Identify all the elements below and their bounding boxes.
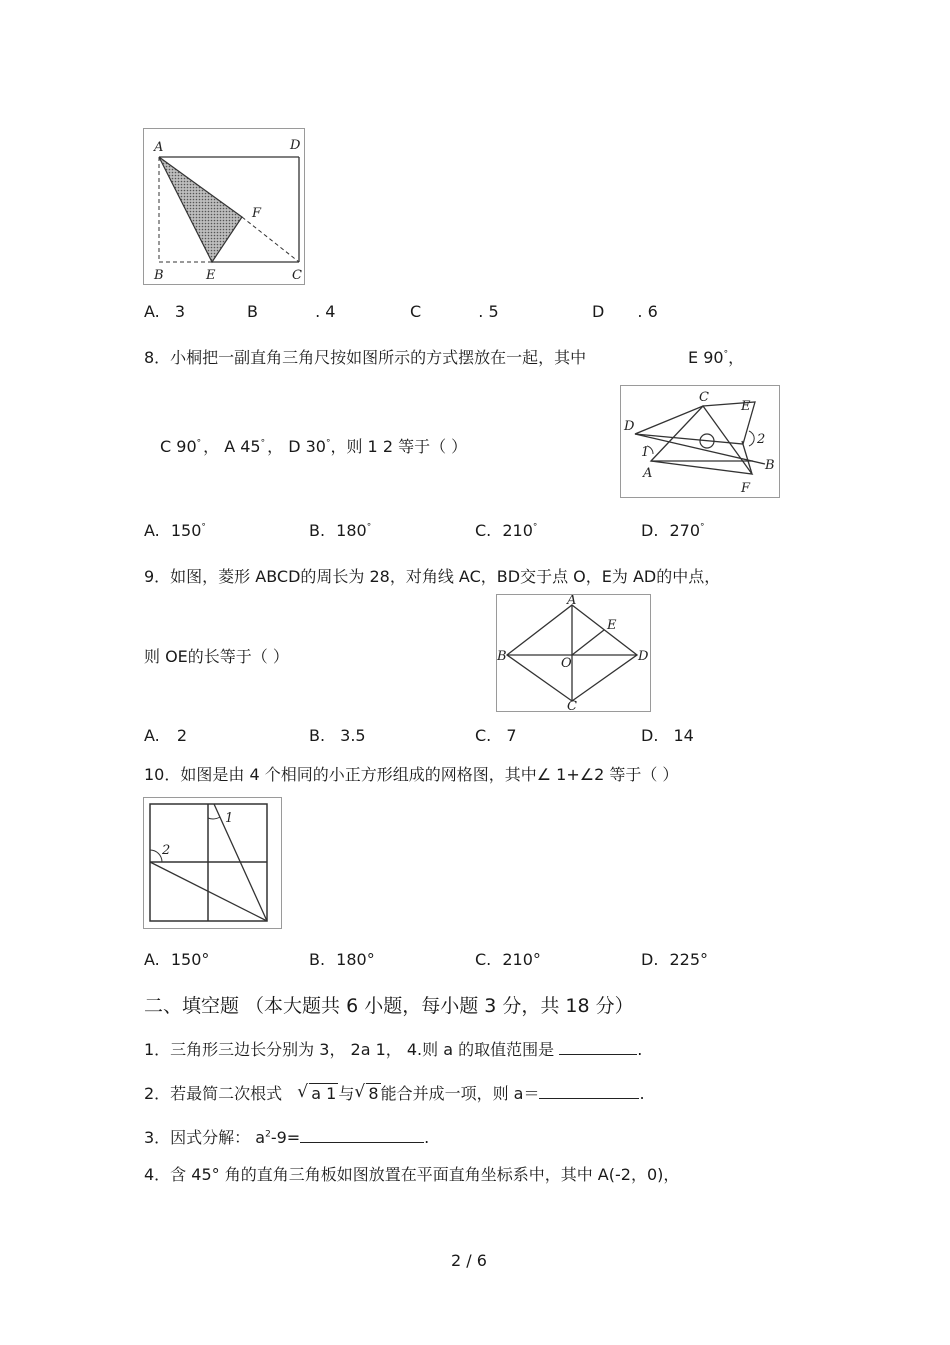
q10-option-b-value: 180° — [336, 950, 375, 969]
q8-angle-c: C 90 — [160, 437, 197, 456]
fill-q2-mid: 与 — [338, 1084, 355, 1103]
q8-option-d: D. 270° — [641, 521, 705, 540]
q9-label-b: B — [497, 649, 507, 664]
q8-line2: C 90° ， A 45° ， D 30°，则 1 2 等于（ ） — [160, 437, 468, 456]
q7-label-a: A — [154, 140, 164, 155]
q10-label-1: 1 — [225, 811, 234, 826]
q7-label-c: C — [292, 268, 302, 283]
q8-label-f: F — [741, 481, 751, 496]
fill-q2-radical-1 — [297, 1084, 338, 1103]
q9-option-c — [475, 726, 517, 745]
q9-line2 — [144, 644, 289, 667]
q9-option-a — [144, 726, 187, 745]
fill-q2-radicand-1: a 1 — [311, 1084, 337, 1103]
fill-q2 — [144, 1081, 645, 1104]
fill-q2-end: . — [639, 1084, 645, 1103]
q9-line2-text: 则 OE的长等于（ ） — [144, 647, 289, 666]
fill-q3 — [144, 1125, 429, 1148]
q7-option-a — [144, 302, 185, 321]
q8-option-a: A. 150° — [144, 521, 206, 540]
q7-option-b — [247, 302, 335, 321]
fill-q1-text: 1．三角形三边长分别为 3， 2a 1， 4.则 a 的取值范围是 — [144, 1040, 555, 1059]
q10-option-b — [309, 950, 375, 969]
q8-label-2: 2 — [757, 432, 766, 447]
fill-q1-blank[interactable] — [559, 1040, 637, 1055]
fill-q1-end: . — [637, 1040, 643, 1059]
q9-option-a-letter: A. — [144, 726, 160, 745]
fill-q2-radicand-2: 8 — [368, 1084, 379, 1103]
q8-option-b-value: 180 — [336, 521, 367, 540]
q9-option-c-letter: C. — [475, 726, 492, 745]
q10-figure — [143, 797, 282, 929]
q7-option-d-letter: D — [592, 302, 605, 321]
q10-option-a — [144, 950, 209, 969]
q7-figure — [143, 128, 305, 285]
fill-q3-pre: 3．因式分解： a — [144, 1128, 266, 1147]
q8-angle-d: ， D 30 — [267, 437, 326, 456]
q7-option-c-letter: C — [410, 302, 422, 321]
q9-label-c: C — [567, 699, 577, 711]
fill-q2-radical-2 — [354, 1084, 380, 1103]
q8-angle-e: E 90 — [688, 348, 724, 367]
fill-q4-text: 4．含 45° 角的直角三角板如图放置在平面直角坐标系中，其中 A(-2，0)， — [144, 1165, 680, 1184]
q8-label-1: 1 — [641, 445, 650, 460]
q8-option-d-letter: D. — [641, 521, 659, 540]
q10-line1 — [144, 762, 678, 785]
q10-option-d-letter: D. — [641, 950, 659, 969]
q10-option-c-letter: C. — [475, 950, 492, 969]
q9-label-e: E — [607, 618, 617, 633]
q9-option-b-value: 3.5 — [340, 726, 366, 745]
q7-option-c-value: . 5 — [478, 302, 499, 321]
q9-line1-text: 9．如图，菱形 ABCD的周长为 28，对角线 AC，BD交于点 O，E为 AD的中点， — [144, 567, 721, 586]
q9-option-d-letter: D. — [641, 726, 659, 745]
q8-line1-tail: E 90°， — [688, 348, 745, 367]
q9-figure — [496, 594, 651, 712]
q7-label-b: B — [154, 268, 164, 283]
q8-label-b: B — [765, 458, 775, 473]
fill-q2-pre: 2．若最简二次根式 — [144, 1084, 283, 1103]
page-number — [451, 1251, 487, 1270]
q8-angle-a: ， A 45 — [203, 437, 261, 456]
q8-line1-text: 8．小桐把一副直角三角尺按如图所示的方式摆放在一起，其中 — [144, 348, 587, 367]
q8-option-c: C. 210° — [475, 521, 538, 540]
q7-option-a-letter: A. — [144, 302, 160, 321]
q8-option-c-value: 210 — [502, 521, 533, 540]
q7-option-b-letter: B — [247, 302, 258, 321]
q9-option-d-value: 14 — [673, 726, 694, 745]
q8-label-d: D — [624, 419, 635, 434]
q8-option-a-letter: A. — [144, 521, 160, 540]
q9-option-a-value: 2 — [176, 726, 188, 745]
q9-line1 — [144, 564, 720, 587]
fill-q3-sup: 2 — [265, 1129, 271, 1140]
q10-option-a-value: 150° — [170, 950, 210, 969]
q8-option-d-value: 270 — [669, 521, 701, 540]
q10-option-d — [641, 950, 708, 969]
section2-title-text: 二、填空题 （本大题共 6 小题，每小题 3 分，共 18 分） — [144, 995, 634, 1017]
page-number-text: 2 / 6 — [451, 1251, 487, 1270]
fill-q3-blank[interactable] — [300, 1128, 424, 1143]
q9-option-b — [309, 726, 366, 745]
fill-q2-post: 能合并成一项，则 a＝ — [380, 1084, 540, 1103]
q8-line1-end: ， — [728, 348, 745, 367]
q10-label-2: 2 — [162, 843, 171, 858]
q10-line1-text: 10．如图是由 4 个相同的小正方形组成的网格图，其中∠ 1+∠2 等于（ ） — [144, 765, 679, 784]
q7-option-b-value: . 4 — [315, 302, 336, 321]
q8-label-a: A — [643, 466, 653, 481]
q8-figure — [620, 385, 780, 498]
fill-q2-blank[interactable] — [539, 1084, 639, 1099]
q7-option-d — [592, 302, 658, 321]
q8-line2-end: ，则 1 2 等于（ ） — [330, 437, 468, 456]
fill-q3-post: -9= — [270, 1128, 301, 1147]
q10-option-d-value: 225° — [669, 950, 709, 969]
fill-q4 — [144, 1162, 679, 1185]
q10-option-c-value: 210° — [502, 950, 541, 969]
q7-label-f: F — [252, 206, 262, 221]
q8-option-b: B. 180° — [309, 521, 372, 540]
q8-option-c-letter: C. — [475, 521, 492, 540]
fill-q1 — [144, 1037, 642, 1060]
q10-option-a-letter: A. — [144, 950, 160, 969]
q9-option-b-letter: B. — [309, 726, 326, 745]
q7-label-d: D — [290, 138, 301, 153]
q9-label-a: A — [567, 595, 577, 608]
q8-label-c: C — [699, 390, 709, 405]
q7-option-d-value: . 6 — [637, 302, 658, 321]
q7-option-a-value: 3 — [174, 302, 186, 321]
section2-title — [144, 991, 634, 1018]
q10-option-b-letter: B. — [309, 950, 326, 969]
fill-q3-end: . — [424, 1128, 430, 1147]
q9-option-d — [641, 726, 694, 745]
q7-option-c — [410, 302, 499, 321]
q9-option-c-value: 7 — [506, 726, 517, 745]
q7-label-e: E — [206, 268, 216, 283]
q10-option-c — [475, 950, 541, 969]
q9-label-o: O — [561, 656, 572, 671]
q8-line1 — [144, 345, 586, 368]
q9-label-d: D — [638, 649, 649, 664]
q8-option-b-letter: B. — [309, 521, 326, 540]
q8-option-a-value: 150 — [170, 521, 202, 540]
q8-label-e: E — [741, 399, 751, 414]
